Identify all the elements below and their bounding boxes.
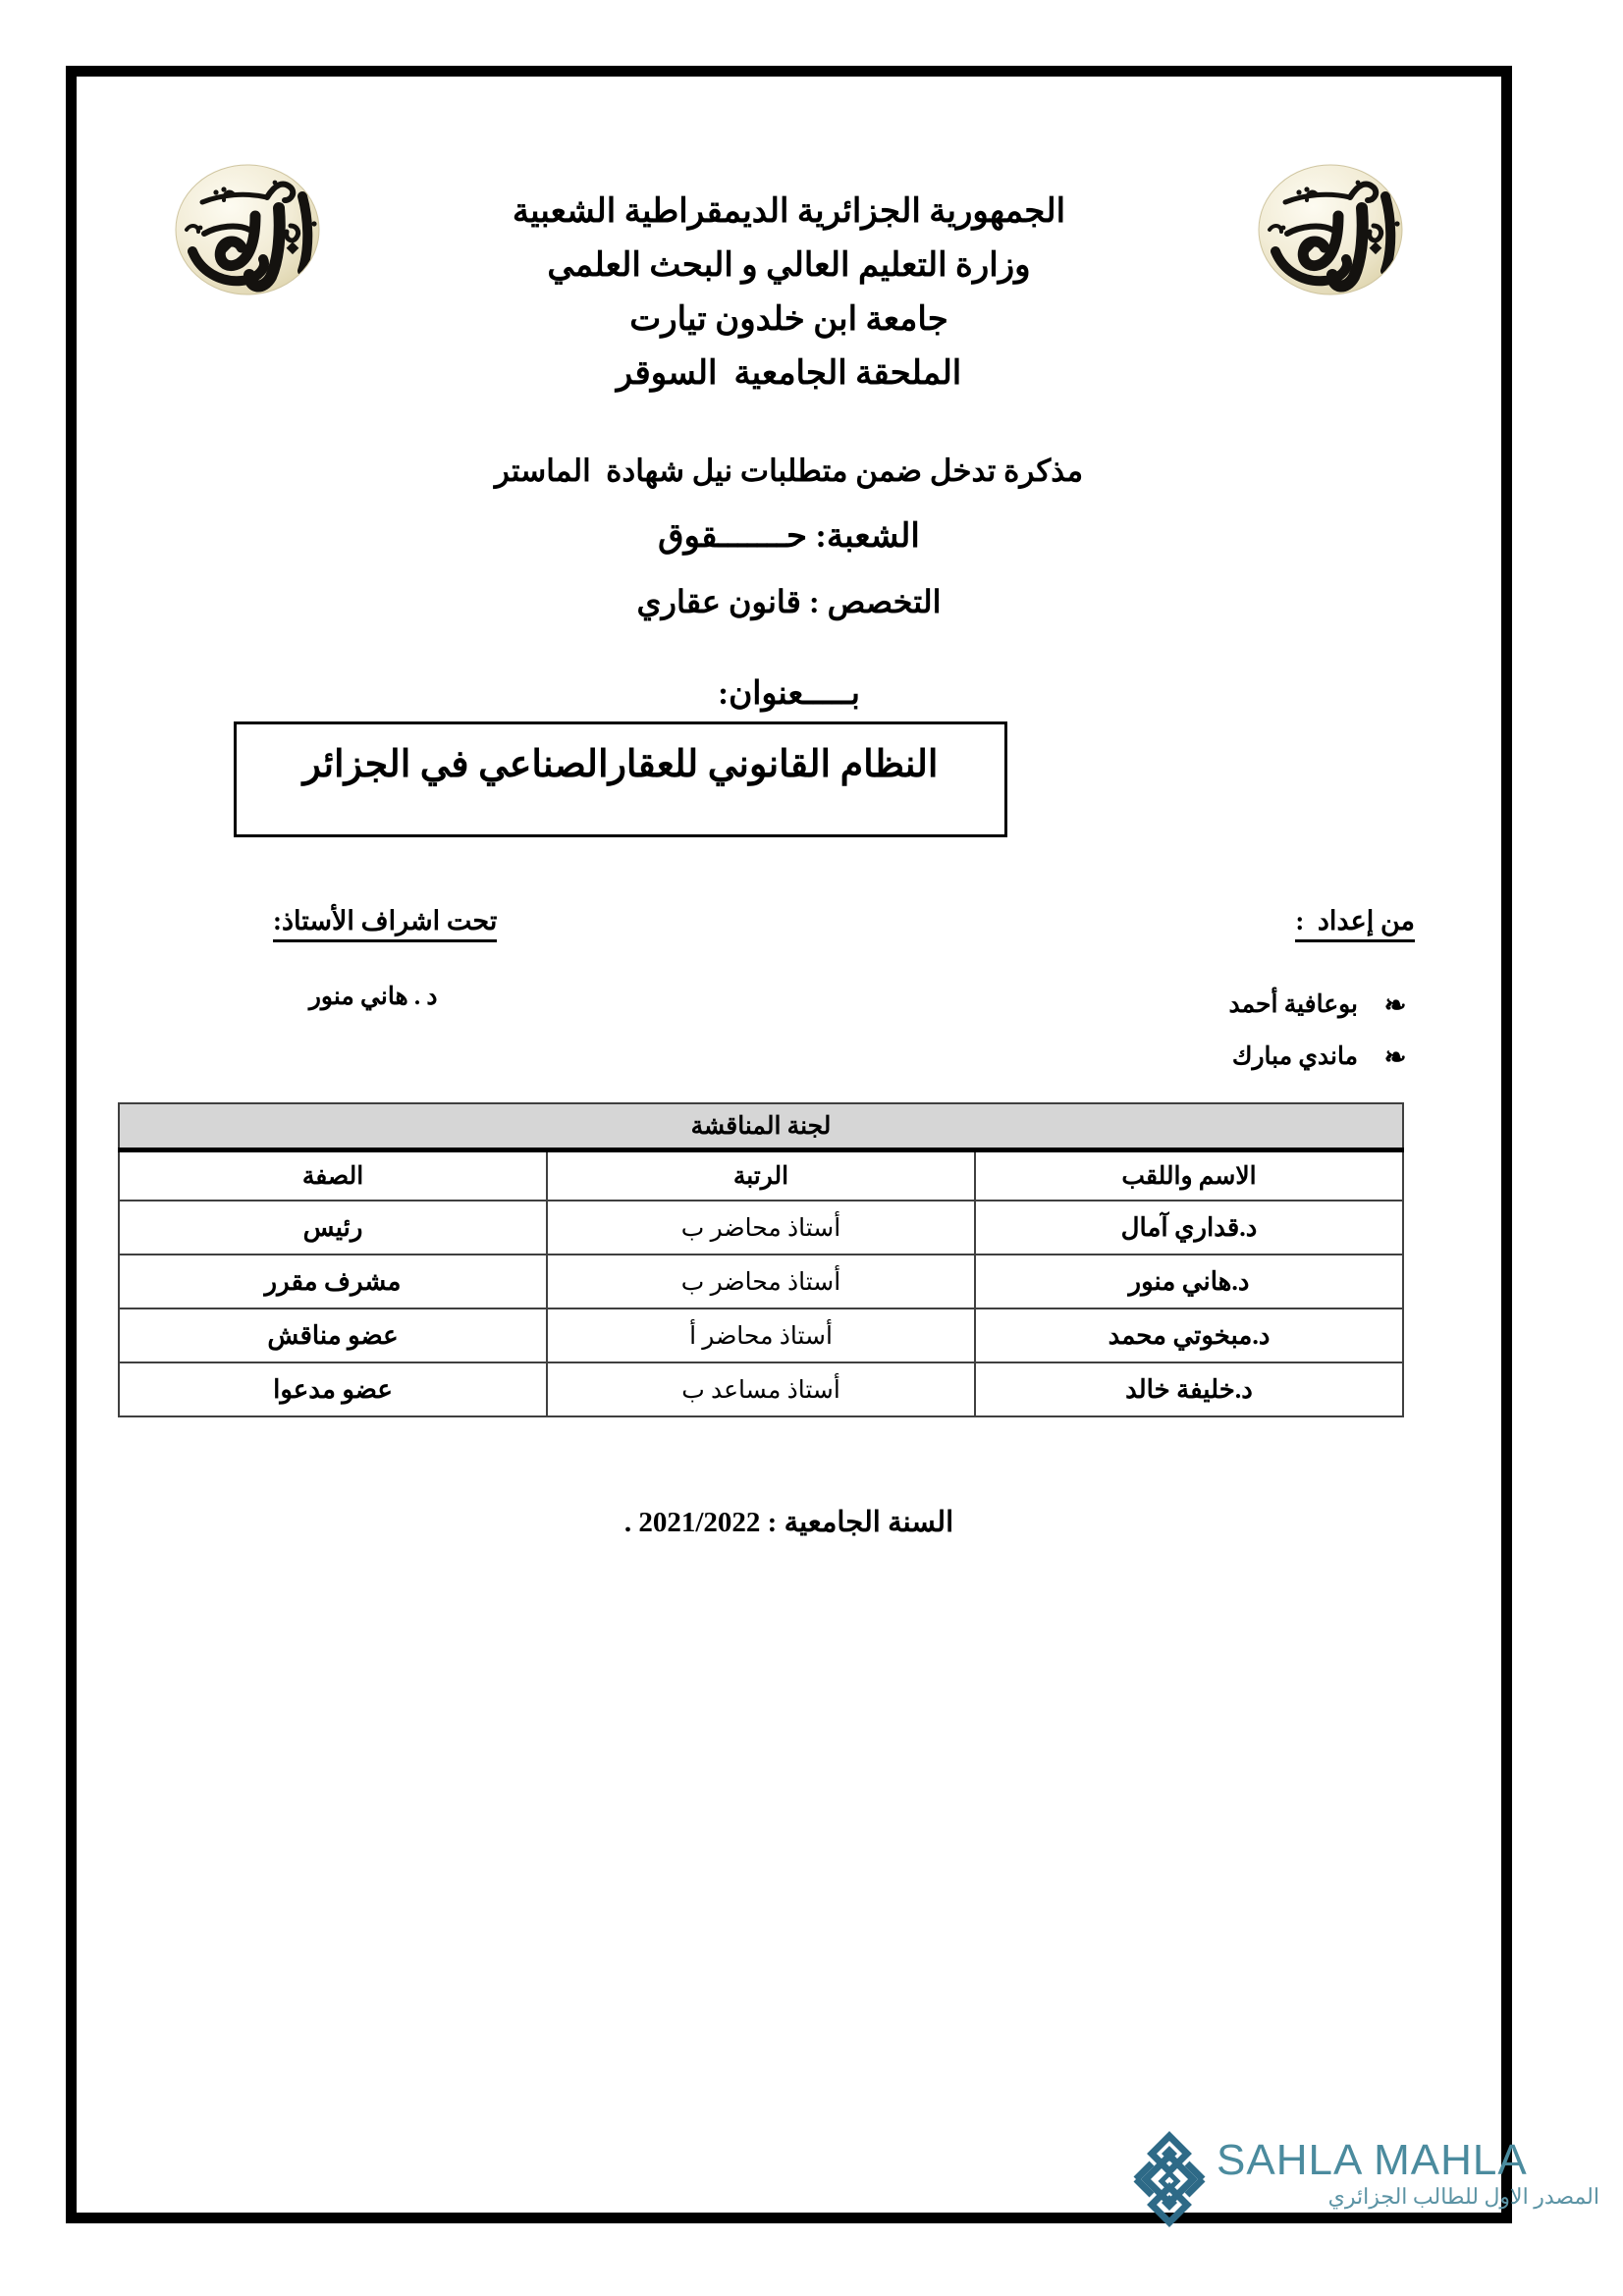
author-name: بوعافية أحمد [1228,990,1358,1018]
jury-member-rank: أستاذ محاضر ب [547,1255,975,1308]
degree-info [77,440,1501,635]
table-row [119,1255,1403,1308]
watermark-brand: SAHLA MAHLA [1217,2136,1528,2184]
column-header-rank: الرتبة [547,1150,975,1201]
degree-statement: مذكرة تدخل ضمن متطلبات نيل شهادة الماستر [494,454,1084,488]
thesis-title-box [234,721,1007,837]
thesis-title: النظام القانوني للعقارالصناعي في الجزائر [302,744,939,785]
credits-section [77,906,1501,1093]
academic-year: السنة الجامعية : 2021/2022 . [623,1507,954,1538]
jury-member-name: د.مبخوتي محمد [975,1308,1403,1362]
jury-member-role: عضو مدعوا [119,1362,547,1416]
page-content [77,77,1501,2213]
jury-committee-table [118,1102,1404,1417]
table-row [119,1201,1403,1255]
table-row [119,1362,1403,1416]
supervisor-label: تحت اشراف الأستاذ: [273,906,497,942]
jury-member-role: مشرف مقرر [119,1255,547,1308]
jury-table-title: لجنة المناقشة [119,1103,1403,1150]
supervisor-name: د . هاني منور [308,984,438,1010]
list-item [1228,1032,1415,1084]
jury-member-rank: أستاذ محاضر ب [547,1201,975,1255]
table-title-row [119,1103,1403,1150]
header-line-republic: الجمهورية الجزائرية الديمقراطية الشعبية [512,193,1066,230]
institution-header [77,185,1501,400]
title-label: بـــــعنوان: [718,676,860,712]
header-line-ministry: وزارة التعليم العالي و البحث العلمي [547,247,1031,285]
table-header-row [119,1150,1403,1201]
author-name: ماندي مبارك [1231,1042,1358,1070]
header-line-university: جامعة ابن خلدون تيارت [629,301,948,339]
authors-list [1228,980,1415,1083]
page-border-frame [66,66,1512,2223]
authors-label: من إعداد : [1295,906,1415,942]
header-line-annex: الملحقة الجامعية السوقر [616,355,962,393]
authors-column [1228,906,1415,1083]
jury-member-role: رئيس [119,1201,547,1255]
list-item [1228,980,1415,1032]
jury-member-name: د.قداري آمال [975,1201,1403,1255]
jury-member-name: د.هاني منور [975,1255,1403,1308]
flourish-bullet-icon: ❧ [1383,990,1407,1020]
degree-speciality: التخصص : قانون عقاري [636,584,942,620]
jury-member-rank: أستاذ مساعد ب [547,1362,975,1416]
supervisor-column [273,906,497,1011]
column-header-role: الصفة [119,1150,547,1201]
watermark-tagline: المصدر الاول للطالب الجزائري [1327,2183,1599,2209]
jury-member-role: عضو مناقش [119,1308,547,1362]
degree-branch: الشعبة: حـــــــقوق [658,517,920,555]
table-row [119,1308,1403,1362]
flourish-bullet-icon: ❧ [1383,1041,1407,1072]
jury-member-rank: أستاذ محاضر أ [547,1308,975,1362]
jury-member-name: د.خليفة خالد [975,1362,1403,1416]
column-header-name: الاسم واللقب [975,1150,1403,1201]
